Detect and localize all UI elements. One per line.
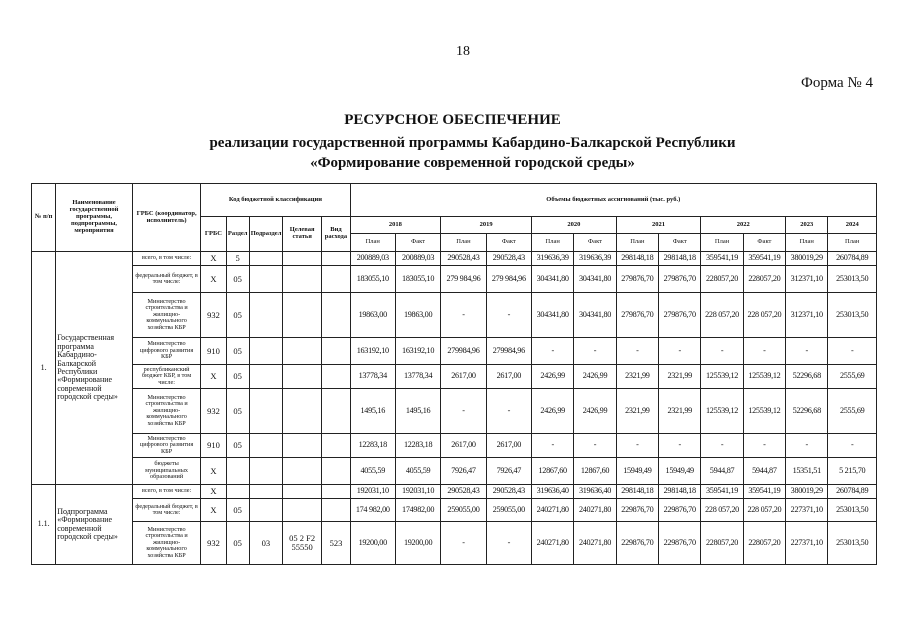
value-cell: - bbox=[828, 338, 877, 365]
value-cell: - bbox=[441, 389, 486, 434]
value-cell: 2555,69 bbox=[828, 365, 877, 389]
value-cell: 298148,18 bbox=[659, 485, 701, 499]
value-cell: - bbox=[441, 293, 486, 338]
grbs-cell: бюджеты муниципальных образований bbox=[132, 458, 201, 485]
code-razdel-cell bbox=[226, 485, 249, 499]
value-cell: 359541,19 bbox=[743, 252, 785, 266]
value-cell: - bbox=[786, 434, 828, 458]
grbs-cell: всего, в том числе: bbox=[132, 252, 201, 266]
value-cell: 2426,99 bbox=[574, 365, 616, 389]
header-fact: Факт bbox=[743, 234, 785, 252]
header-podrazdel: Подраздел bbox=[249, 217, 282, 252]
value-cell: 19200,00 bbox=[395, 522, 440, 565]
value-cell: 192031,10 bbox=[395, 485, 440, 499]
value-cell: 2321,99 bbox=[616, 365, 658, 389]
value-cell: 12867,60 bbox=[574, 458, 616, 485]
header-plan: План bbox=[616, 234, 658, 252]
code-vid-cell bbox=[322, 499, 350, 522]
value-cell: 12283,18 bbox=[350, 434, 395, 458]
code-target-cell bbox=[283, 458, 322, 485]
value-cell: - bbox=[828, 434, 877, 458]
header-year: 2023 bbox=[786, 217, 828, 234]
value-cell: 2617,00 bbox=[486, 365, 531, 389]
value-cell: 319636,39 bbox=[574, 252, 616, 266]
header-plan: План bbox=[532, 234, 574, 252]
header-year: 2018 bbox=[350, 217, 441, 234]
value-cell: 227371,10 bbox=[786, 499, 828, 522]
form-label: Форма № 4 bbox=[801, 75, 873, 91]
value-cell: 359541,19 bbox=[701, 485, 743, 499]
value-cell: 13778,34 bbox=[395, 365, 440, 389]
value-cell: 2426,99 bbox=[532, 365, 574, 389]
value-cell: 259055,00 bbox=[486, 499, 531, 522]
table-row bbox=[32, 266, 877, 293]
value-cell: 5944,87 bbox=[743, 458, 785, 485]
value-cell: 290528,43 bbox=[441, 252, 486, 266]
code-grbs-cell: X bbox=[201, 266, 226, 293]
grbs-cell: федеральный бюджет, в том числе: bbox=[132, 266, 201, 293]
value-cell: 52296,68 bbox=[786, 365, 828, 389]
grbs-cell: Министерство строительства и жилищно-коммунального хозяйства КБР bbox=[132, 389, 201, 434]
header-fact: Факт bbox=[395, 234, 440, 252]
value-cell: 304341,80 bbox=[574, 266, 616, 293]
value-cell: 319636,39 bbox=[532, 252, 574, 266]
code-grbs-cell: 932 bbox=[201, 522, 226, 565]
value-cell: 240271,80 bbox=[574, 522, 616, 565]
code-podrazdel-cell bbox=[249, 293, 282, 338]
value-cell: 2321,99 bbox=[659, 389, 701, 434]
code-vid-cell bbox=[322, 338, 350, 365]
value-cell: 174 982,00 bbox=[350, 499, 395, 522]
value-cell: - bbox=[441, 522, 486, 565]
value-cell: 4055,59 bbox=[350, 458, 395, 485]
value-cell: 279876,70 bbox=[616, 293, 658, 338]
table-row bbox=[32, 293, 877, 338]
value-cell: 253013,50 bbox=[828, 499, 877, 522]
value-cell: 2321,99 bbox=[659, 365, 701, 389]
code-razdel-cell: 05 bbox=[226, 293, 249, 338]
header-plan: План bbox=[828, 234, 877, 252]
value-cell: 228057,20 bbox=[743, 522, 785, 565]
value-cell: - bbox=[486, 389, 531, 434]
value-cell: 163192,10 bbox=[395, 338, 440, 365]
grbs-cell: Министерство строительства и жилищно-коммунального хозяйства КБР bbox=[132, 522, 201, 565]
code-target-cell bbox=[283, 389, 322, 434]
header-year: 2021 bbox=[616, 217, 701, 234]
value-cell: 253013,50 bbox=[828, 522, 877, 565]
code-target-cell bbox=[283, 252, 322, 266]
table-row bbox=[32, 389, 877, 434]
code-grbs-cell: 932 bbox=[201, 293, 226, 338]
code-grbs-cell: X bbox=[201, 365, 226, 389]
value-cell: 19863,00 bbox=[395, 293, 440, 338]
header-grbs: ГРБС (координатор, исполнитель) bbox=[132, 184, 201, 252]
code-razdel-cell: 05 bbox=[226, 266, 249, 293]
value-cell: 163192,10 bbox=[350, 338, 395, 365]
table-body bbox=[32, 252, 877, 565]
resource-table bbox=[31, 183, 877, 565]
value-cell: 19863,00 bbox=[350, 293, 395, 338]
header-plan: План bbox=[441, 234, 486, 252]
code-razdel-cell bbox=[226, 458, 249, 485]
value-cell: 228057,20 bbox=[701, 522, 743, 565]
value-cell: 227371,10 bbox=[786, 522, 828, 565]
value-cell: 228 057,20 bbox=[701, 293, 743, 338]
page-number: 18 bbox=[456, 44, 470, 59]
value-cell: 12283,18 bbox=[395, 434, 440, 458]
value-cell: 1495,16 bbox=[395, 389, 440, 434]
value-cell: 312371,10 bbox=[786, 266, 828, 293]
code-podrazdel-cell bbox=[249, 252, 282, 266]
code-vid-cell bbox=[322, 389, 350, 434]
value-cell: 2426,99 bbox=[532, 389, 574, 434]
value-cell: 279 984,96 bbox=[441, 266, 486, 293]
value-cell: 229876,70 bbox=[616, 499, 658, 522]
grbs-cell: всего, в том числе: bbox=[132, 485, 201, 499]
grbs-cell: Министерство цифрового развития КБР bbox=[132, 338, 201, 365]
code-grbs-cell: X bbox=[201, 252, 226, 266]
grbs-cell: Министерство цифрового развития КБР bbox=[132, 434, 201, 458]
value-cell: 12867,60 bbox=[532, 458, 574, 485]
header-volumes: Объемы бюджетных ассигнований (тыс. руб.) bbox=[350, 184, 876, 217]
grbs-cell: федеральный бюджет, в том числе: bbox=[132, 499, 201, 522]
value-cell: - bbox=[532, 338, 574, 365]
value-cell: - bbox=[574, 434, 616, 458]
value-cell: 279984,96 bbox=[486, 338, 531, 365]
code-target-cell bbox=[283, 293, 322, 338]
code-podrazdel-cell bbox=[249, 389, 282, 434]
value-cell: - bbox=[486, 522, 531, 565]
value-cell: 298148,18 bbox=[659, 252, 701, 266]
value-cell: 228 057,20 bbox=[701, 499, 743, 522]
table-row bbox=[32, 522, 877, 565]
code-grbs-cell: 932 bbox=[201, 389, 226, 434]
program-name: Подпрограмма «Формирование современной городской среды» bbox=[56, 485, 133, 565]
value-cell: 229876,70 bbox=[616, 522, 658, 565]
value-cell: 15949,49 bbox=[659, 458, 701, 485]
value-cell: 2617,00 bbox=[441, 365, 486, 389]
header-num: № п/п bbox=[32, 184, 56, 252]
value-cell: 125539,12 bbox=[701, 389, 743, 434]
header-fact: Факт bbox=[574, 234, 616, 252]
header-vid: Вид расхода bbox=[322, 217, 350, 252]
value-cell: 228 057,20 bbox=[743, 499, 785, 522]
code-vid-cell bbox=[322, 266, 350, 293]
value-cell: 304341,80 bbox=[532, 266, 574, 293]
code-podrazdel-cell bbox=[249, 266, 282, 293]
code-vid-cell bbox=[322, 365, 350, 389]
value-cell: 260784,89 bbox=[828, 252, 877, 266]
code-podrazdel-cell: 03 bbox=[249, 522, 282, 565]
value-cell: 228057,20 bbox=[701, 266, 743, 293]
value-cell: 240271,80 bbox=[574, 499, 616, 522]
value-cell: - bbox=[616, 338, 658, 365]
value-cell: 125539,12 bbox=[743, 365, 785, 389]
header-grbs-short: ГРБС bbox=[201, 217, 226, 252]
value-cell: 279876,70 bbox=[616, 266, 658, 293]
code-razdel-cell: 5 bbox=[226, 252, 249, 266]
value-cell: 380019,29 bbox=[786, 485, 828, 499]
table-row bbox=[32, 434, 877, 458]
value-cell: 279876,70 bbox=[659, 266, 701, 293]
header-target: Целевая статья bbox=[283, 217, 322, 252]
code-vid-cell bbox=[322, 252, 350, 266]
value-cell: 359541,19 bbox=[701, 252, 743, 266]
value-cell: 319636,40 bbox=[532, 485, 574, 499]
value-cell: 183055,10 bbox=[350, 266, 395, 293]
header-plan: План bbox=[786, 234, 828, 252]
value-cell: 5 215,70 bbox=[828, 458, 877, 485]
value-cell: 298148,18 bbox=[616, 485, 658, 499]
value-cell: 229876,70 bbox=[659, 499, 701, 522]
value-cell: 304341,80 bbox=[574, 293, 616, 338]
header-year: 2020 bbox=[532, 217, 617, 234]
table-row bbox=[32, 499, 877, 522]
program-name-title: «Формирование современной городской среды» bbox=[310, 155, 635, 171]
code-target-cell bbox=[283, 266, 322, 293]
header-year: 2022 bbox=[701, 217, 786, 234]
code-podrazdel-cell bbox=[249, 365, 282, 389]
header-fact: Факт bbox=[659, 234, 701, 252]
code-target-cell bbox=[283, 338, 322, 365]
document-title: РЕСУРСНОЕ ОБЕСПЕЧЕНИЕ bbox=[344, 112, 561, 128]
value-cell: 240271,80 bbox=[532, 522, 574, 565]
value-cell: 279876,70 bbox=[659, 293, 701, 338]
header-name: Наименование государственной программы, подпрограммы, мероприятия bbox=[56, 184, 133, 252]
value-cell: 13778,34 bbox=[350, 365, 395, 389]
table-row bbox=[32, 365, 877, 389]
value-cell: 15949,49 bbox=[616, 458, 658, 485]
code-razdel-cell: 05 bbox=[226, 499, 249, 522]
value-cell: 260784,89 bbox=[828, 485, 877, 499]
table-row bbox=[32, 458, 877, 485]
grbs-cell: республиканский бюджет КБР, в том числе: bbox=[132, 365, 201, 389]
code-podrazdel-cell bbox=[249, 499, 282, 522]
table-row bbox=[32, 485, 877, 499]
value-cell: 312371,10 bbox=[786, 293, 828, 338]
code-podrazdel-cell bbox=[249, 485, 282, 499]
value-cell: 319636,40 bbox=[574, 485, 616, 499]
code-grbs-cell: 910 bbox=[201, 338, 226, 365]
row-number: 1. bbox=[32, 252, 56, 485]
code-target-cell bbox=[283, 365, 322, 389]
value-cell: 279 984,96 bbox=[486, 266, 531, 293]
value-cell: 2617,00 bbox=[441, 434, 486, 458]
value-cell: - bbox=[532, 434, 574, 458]
value-cell: - bbox=[574, 338, 616, 365]
code-grbs-cell: X bbox=[201, 458, 226, 485]
code-razdel-cell: 05 bbox=[226, 389, 249, 434]
value-cell: 290528,43 bbox=[486, 252, 531, 266]
header-plan: План bbox=[350, 234, 395, 252]
value-cell: 253013,50 bbox=[828, 293, 877, 338]
table-row bbox=[32, 338, 877, 365]
table-row bbox=[32, 252, 877, 266]
code-target-cell bbox=[283, 499, 322, 522]
value-cell: 2321,99 bbox=[616, 389, 658, 434]
value-cell: 15351,51 bbox=[786, 458, 828, 485]
value-cell: - bbox=[786, 338, 828, 365]
value-cell: 228057,20 bbox=[743, 266, 785, 293]
code-razdel-cell: 05 bbox=[226, 522, 249, 565]
value-cell: 229876,70 bbox=[659, 522, 701, 565]
value-cell: 380019,29 bbox=[786, 252, 828, 266]
value-cell: - bbox=[743, 434, 785, 458]
value-cell: 2426,99 bbox=[574, 389, 616, 434]
value-cell: 192031,10 bbox=[350, 485, 395, 499]
value-cell: - bbox=[659, 338, 701, 365]
value-cell: - bbox=[701, 338, 743, 365]
code-target-cell bbox=[283, 434, 322, 458]
value-cell: 52296,68 bbox=[786, 389, 828, 434]
value-cell: 4055,59 bbox=[395, 458, 440, 485]
code-grbs-cell: X bbox=[201, 485, 226, 499]
value-cell: 290528,43 bbox=[441, 485, 486, 499]
value-cell: 7926,47 bbox=[441, 458, 486, 485]
code-target-cell: 05 2 F2 55550 bbox=[283, 522, 322, 565]
value-cell: 174982,00 bbox=[395, 499, 440, 522]
code-target-cell bbox=[283, 485, 322, 499]
value-cell: 259055,00 bbox=[441, 499, 486, 522]
value-cell: 1495,16 bbox=[350, 389, 395, 434]
value-cell: 200889,03 bbox=[395, 252, 440, 266]
code-podrazdel-cell bbox=[249, 434, 282, 458]
value-cell: 298148,18 bbox=[616, 252, 658, 266]
value-cell: 253013,50 bbox=[828, 266, 877, 293]
code-podrazdel-cell bbox=[249, 458, 282, 485]
grbs-cell: Министерство строительства и жилищно-коммунального хозяйства КБР bbox=[132, 293, 201, 338]
value-cell: - bbox=[486, 293, 531, 338]
value-cell: 228 057,20 bbox=[743, 293, 785, 338]
code-vid-cell bbox=[322, 485, 350, 499]
header-razdel: Раздел bbox=[226, 217, 249, 252]
header-year: 2019 bbox=[441, 217, 532, 234]
code-razdel-cell: 05 bbox=[226, 338, 249, 365]
value-cell: 19200,00 bbox=[350, 522, 395, 565]
value-cell: 125539,12 bbox=[743, 389, 785, 434]
value-cell: 359541,19 bbox=[743, 485, 785, 499]
value-cell: 279984,96 bbox=[441, 338, 486, 365]
code-vid-cell: 523 bbox=[322, 522, 350, 565]
value-cell: 290528,43 bbox=[486, 485, 531, 499]
value-cell: 304341,80 bbox=[532, 293, 574, 338]
value-cell: 200889,03 bbox=[350, 252, 395, 266]
value-cell: 183055,10 bbox=[395, 266, 440, 293]
value-cell: - bbox=[616, 434, 658, 458]
header-plan: План bbox=[701, 234, 743, 252]
header-year: 2024 bbox=[828, 217, 877, 234]
code-vid-cell bbox=[322, 458, 350, 485]
value-cell: - bbox=[743, 338, 785, 365]
code-grbs-cell: X bbox=[201, 499, 226, 522]
value-cell: - bbox=[659, 434, 701, 458]
code-grbs-cell: 910 bbox=[201, 434, 226, 458]
value-cell: 125539,12 bbox=[701, 365, 743, 389]
code-podrazdel-cell bbox=[249, 338, 282, 365]
value-cell: - bbox=[701, 434, 743, 458]
value-cell: 5944,87 bbox=[701, 458, 743, 485]
header-budget-code: Код бюджетной классификации bbox=[201, 184, 350, 217]
program-name: Государственная программа Кабардино-Балкарской Республики «Формирование современной городской среды» bbox=[56, 252, 133, 485]
value-cell: 7926,47 bbox=[486, 458, 531, 485]
value-cell: 2617,00 bbox=[486, 434, 531, 458]
value-cell: 2555,69 bbox=[828, 389, 877, 434]
value-cell: 240271,80 bbox=[532, 499, 574, 522]
header-fact: Факт bbox=[486, 234, 531, 252]
code-razdel-cell: 05 bbox=[226, 365, 249, 389]
document-subtitle: реализации государственной программы Кабардино-Балкарской Республики bbox=[209, 135, 736, 151]
code-vid-cell bbox=[322, 434, 350, 458]
code-vid-cell bbox=[322, 293, 350, 338]
row-number: 1.1. bbox=[32, 485, 56, 565]
code-razdel-cell: 05 bbox=[226, 434, 249, 458]
